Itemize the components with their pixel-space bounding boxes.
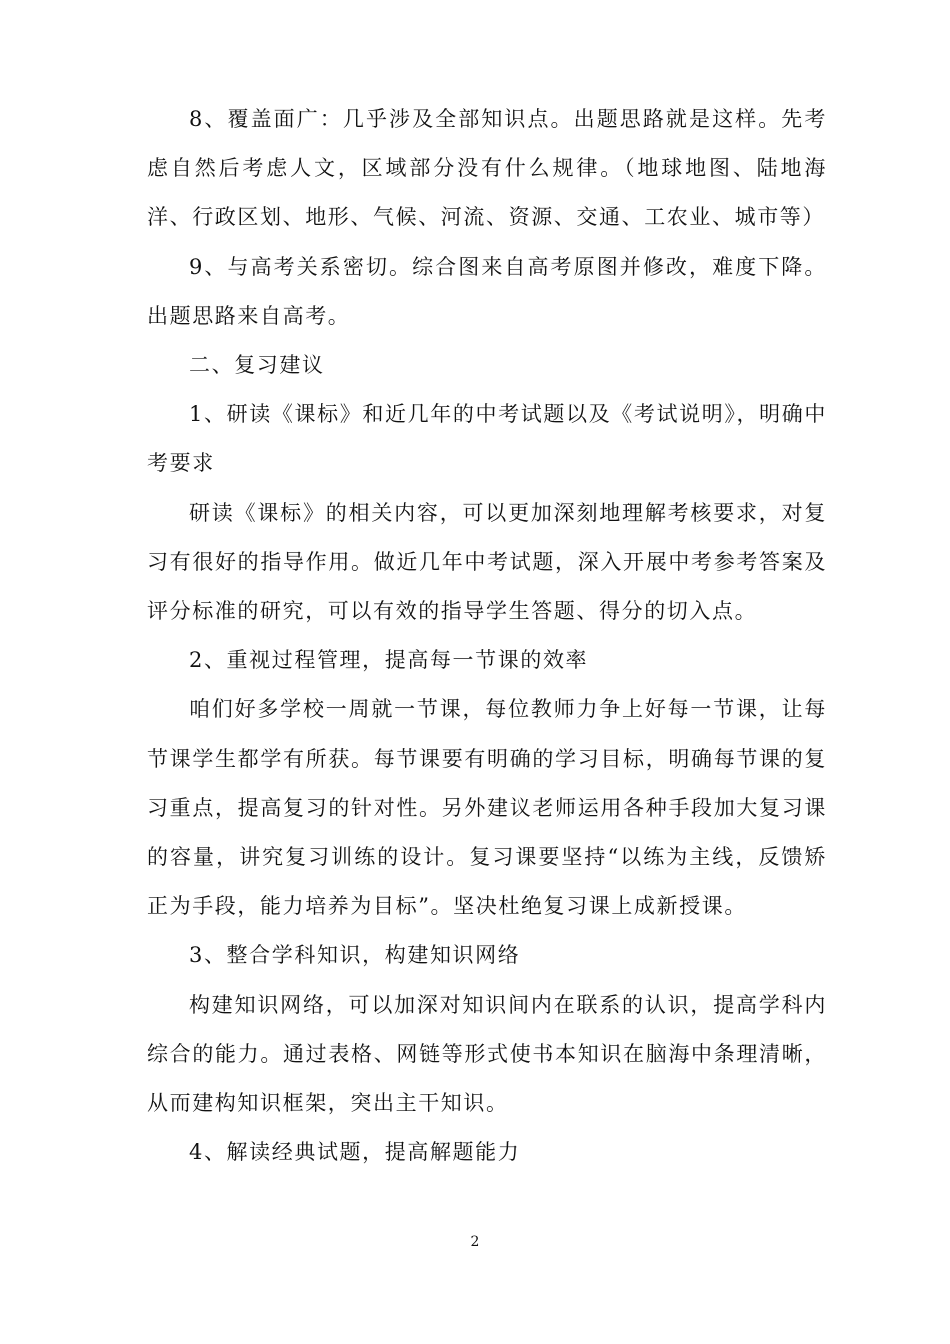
paragraph-study-standards: 研读《课标》的相关内容，可以更加深刻地理解考核要求，对复习有很好的指导作用。做近几年中考试题，深入开展中考参考答案及评分标准的研究，可以有效的指导学生答题、得分的切入点。 — [147, 500, 827, 624]
paragraph-gaokao-relation: 9、与高考关系密切。综合图来自高考原图并修改，难度下降。出题思路来自高考。 — [147, 254, 827, 328]
paragraph-coverage: 8、覆盖面广：几乎涉及全部知识点。出题思路就是这样。先考虑自然后考虑人文，区域部分没有什么规律。（地球地图、陆地海洋、行政区划、地形、气候、河流、资源、交通、工农业、城市等） — [147, 107, 827, 230]
paragraph-process-management: 咱们好多学校一周就一节课，每位教师力争上好每一节课，让每节课学生都学有所获。每节课要有明确的学习目标，明确每节课的复习重点，提高复习的针对性。另外建议老师运用各种手段加大复习课的容量，讲究复习训练的设计。复习课要坚持“以练为主线，反馈矫正为手段，能力培养为目标”。坚决杜绝复习课上成新授课。 — [147, 697, 827, 919]
paragraph-knowledge-network: 构建知识网络，可以加深对知识间内在联系的认识，提高学科内综合的能力。通过表格、网链等形式使书本知识在脑海中条理清晰，从而建构知识框架，突出主干知识。 — [147, 992, 827, 1116]
document-body — [147, 95, 827, 1177]
section-heading-review-suggestions: 二、复习建议 — [189, 353, 325, 378]
subheading-knowledge-network: 3、整合学科知识，构建知识网络 — [189, 943, 521, 968]
page-number: 2 — [470, 1234, 480, 1250]
subheading-study-standards: 1、研读《课标》和近几年的中考试题以及《考试说明》，明确中考要求 — [147, 402, 827, 476]
subheading-process-management: 2、重视过程管理，提高每一节课的效率 — [189, 648, 589, 673]
subheading-classic-questions: 4、解读经典试题，提高解题能力 — [189, 1140, 521, 1165]
